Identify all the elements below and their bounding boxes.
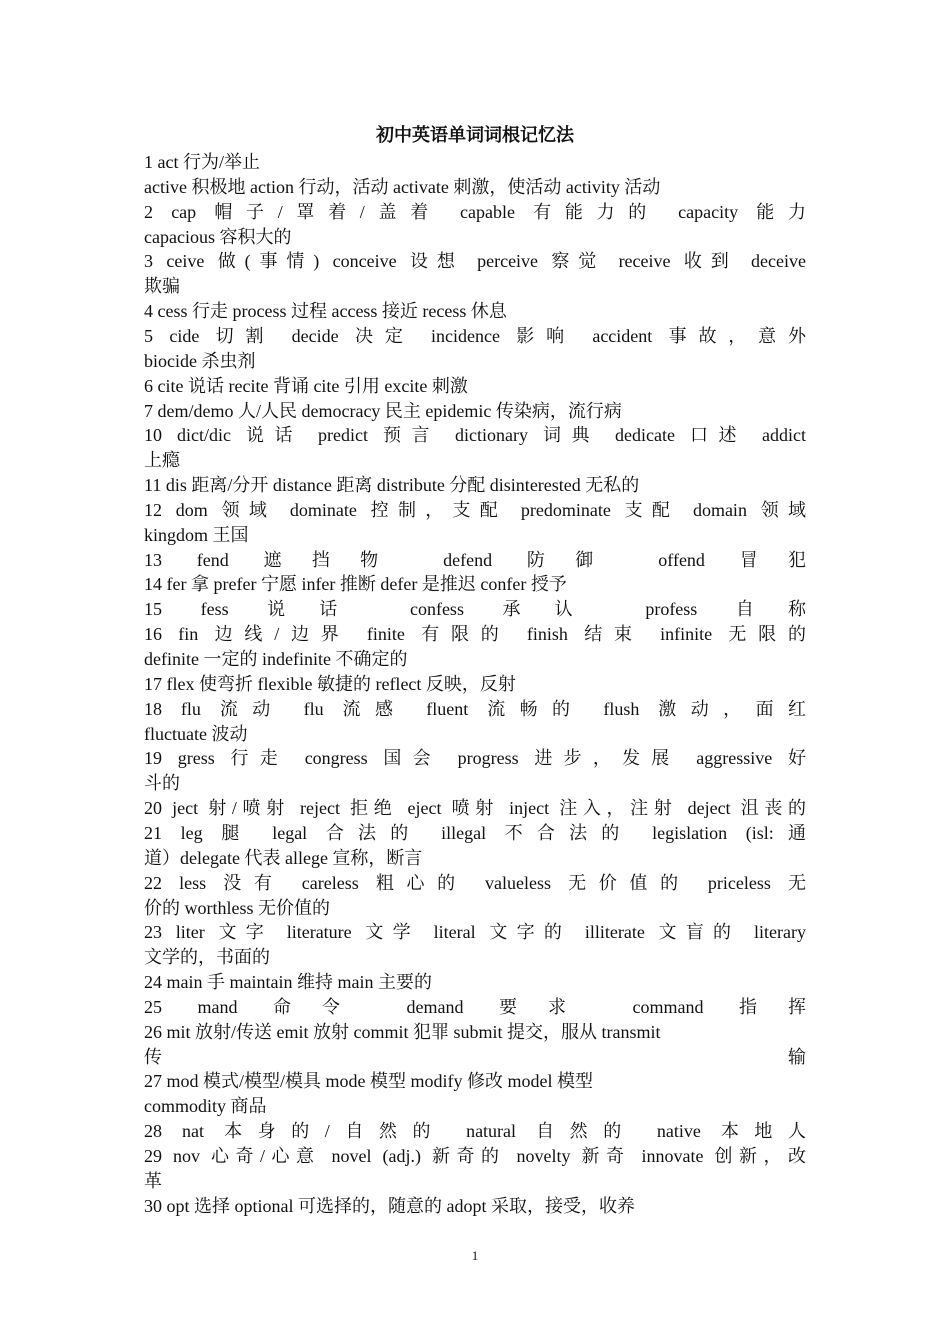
list-line: 文学的，书面的 <box>144 947 270 968</box>
list-line: 12 dom 领域 dominate 控制，支配 predominate 支配 domain 领域 <box>144 499 806 520</box>
list-line: active 积极地 action 行动，活动 activate 刺激，使活动 activity 活动 <box>144 176 661 197</box>
list-line: 30 opt 选择 optional 可选择的，随意的 adopt 采取，接受，收养 <box>144 1195 635 1216</box>
list-line: 22 less 没有 careless 粗心的 valueless 无价值的 priceless 无 <box>144 872 806 893</box>
list-line: 14 fer 拿 prefer 宁愿 infer 推断 defer 是推迟 confer 授予 <box>144 574 567 595</box>
list-line: 价的 worthless 无价值的 <box>144 897 330 918</box>
page-number: 1 <box>471 1248 479 1263</box>
list-line: 5 cide 切割 decide 决定 incidence 影响 accident 事故，意外 <box>144 325 806 346</box>
list-line: 斗的 <box>144 773 180 794</box>
list-line: capacious 容积大的 <box>144 226 292 247</box>
list-line: 29 nov 心奇/心意 novel (adj.) 新奇的 novelty 新奇 innovate 创新，改 <box>144 1146 806 1166</box>
list-line: 23 liter 文字 literature 文学 literal 文字的 illiterate 文盲的 literary <box>144 922 806 943</box>
list-line: biocide 杀虫剂 <box>144 350 256 371</box>
list-line: 3 ceive 做(事情) conceive 设想 perceive 察觉 receive 收到 deceive <box>144 251 806 272</box>
list-line: 4 cess 行走 process 过程 access 接近 recess 休息 <box>144 301 507 322</box>
list-line: 1 act 行为/举止 <box>144 152 260 172</box>
list-line: 25 mand 命令 demand 要求 command 指挥 <box>144 996 806 1017</box>
list-line: 17 flex 使弯折 flexible 敏捷的 reflect 反映，反射 <box>144 673 516 694</box>
list-line: 18 flu 流动 flu 流感 fluent 流畅的 flush 激动，面红 <box>144 698 806 719</box>
list-line: fluctuate 波动 <box>144 723 248 744</box>
page-title: 初中英语单词词根记忆法 <box>376 125 574 145</box>
list-line: 传输 <box>144 1046 806 1067</box>
list-line: 20 ject 射/喷射 reject 拒绝 eject 喷射 inject 注入，注射 deject 沮丧的 <box>144 798 806 819</box>
list-line: definite 一定的 indefinite 不确定的 <box>144 649 408 669</box>
list-line: 16 fin 边线/边界 finite 有限的 finish 结束 infinite 无限的 <box>144 624 806 645</box>
list-line: 2 cap 帽子/罩着/盖着 capable 有能力的 capacity 能力 <box>144 201 806 222</box>
list-line: 革 <box>144 1170 162 1191</box>
list-line: 21 leg 腿 legal 合法的 illegal 不合法的 legislation (isl:通 <box>144 822 806 843</box>
list-line: 27 mod 模式/模型/模具 mode 模型 modify 修改 model 模型 <box>144 1071 593 1092</box>
list-line: 26 mit 放射/传送 emit 放射 commit 犯罪 submit 提交，服从 transmit <box>144 1021 661 1042</box>
list-line: commodity 商品 <box>144 1096 267 1117</box>
list-line: 上瘾 <box>144 450 180 471</box>
list-line: kingdom 王国 <box>144 524 249 545</box>
list-line: 欺骗 <box>144 276 180 297</box>
list-line: 19 gress 行走 congress 国会 progress 进步，发展 aggressive 好 <box>144 748 806 769</box>
list-line: 道）delegate 代表 allege 宣称，断言 <box>144 847 423 868</box>
list-line: 13 fend 遮挡物 defend 防御 offend 冒犯 <box>144 549 806 570</box>
list-line: 28 nat 本身的/自然的 natural 自然的 native 本地人 <box>144 1121 806 1142</box>
list-line: 6 cite 说话 recite 背诵 cite 引用 excite 刺激 <box>144 375 468 396</box>
list-line: 11 dis 距离/分开 distance 距离 distribute 分配 disinterested 无私的 <box>144 475 640 496</box>
list-line: 15 fess 说话 confess 承认 profess 自称 <box>144 599 806 620</box>
list-line: 10 dict/dic 说话 predict 预言 dictionary 词典 dedicate 口述 addict <box>144 425 806 446</box>
list-line: 7 dem/demo 人/人民 democracy 民主 epidemic 传染病，流行病 <box>144 400 622 421</box>
list-line: 24 main 手 maintain 维持 main 主要的 <box>144 972 432 993</box>
